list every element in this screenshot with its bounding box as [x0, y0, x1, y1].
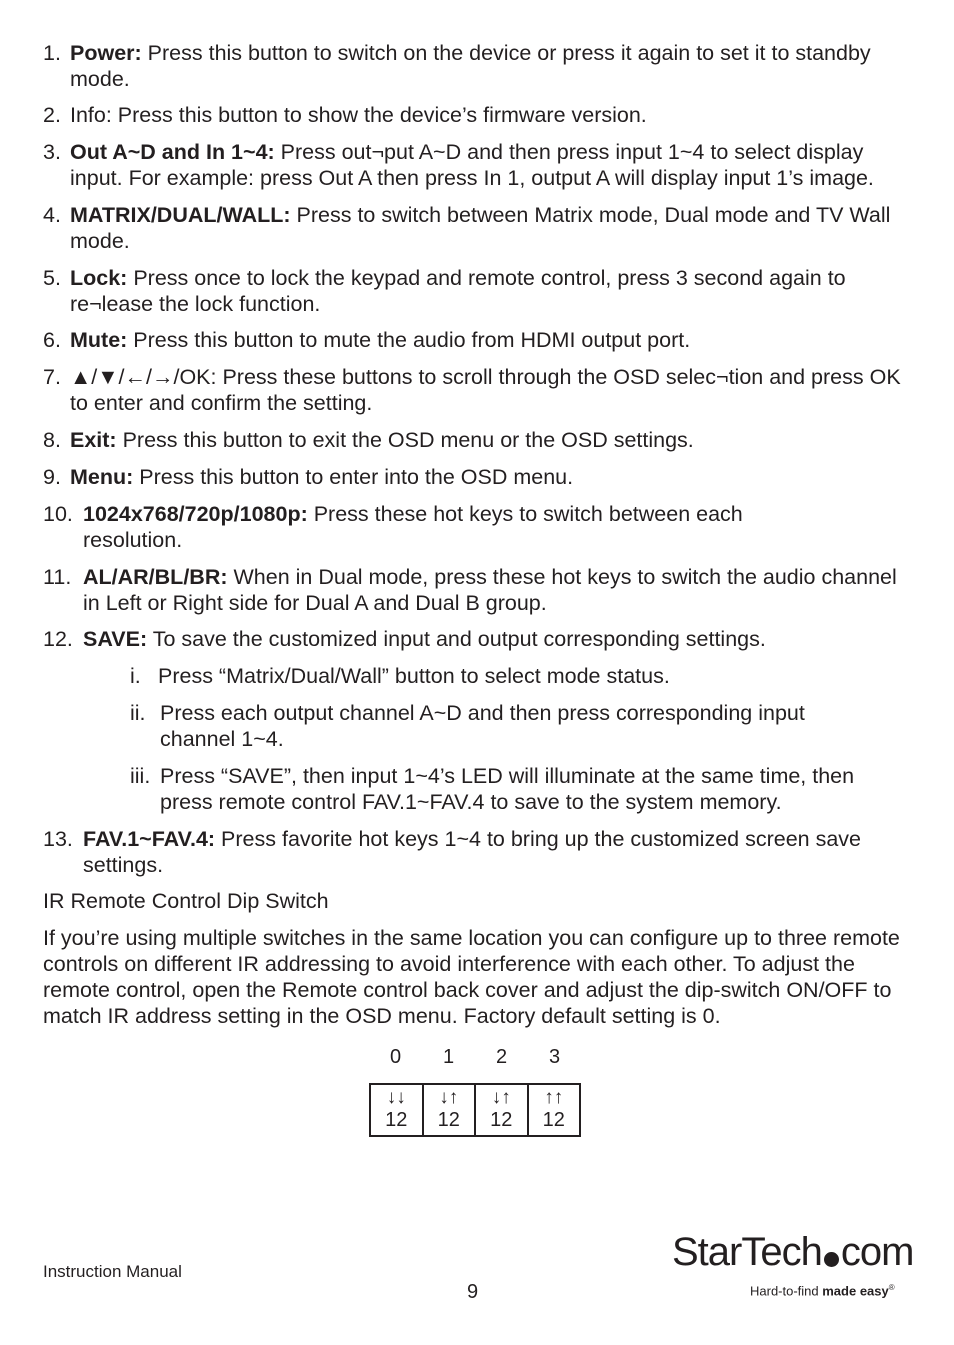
tagline-bold: made easy: [822, 1283, 889, 1299]
item-number: 8.: [43, 428, 61, 452]
sub-item: [130, 663, 830, 689]
list-item-matrix-dual-wall: [43, 202, 918, 254]
dip-switch-table: [369, 1083, 581, 1137]
dip-label: 3: [548, 1046, 561, 1068]
footer-manual-label: Instruction Manual: [43, 1262, 182, 1281]
logo-text-left: StarTech: [672, 1230, 822, 1274]
item-text: Press out¬put A~D and then press input 1~4 to select display input. For example: press Out A then press In 1, output A will display input 1’s image.: [70, 140, 874, 190]
item-text: Press these hot keys to switch between each resolution.: [83, 502, 743, 552]
item-number: 4.: [43, 203, 61, 227]
list-item-lock: [43, 265, 918, 317]
tagline: [750, 1283, 895, 1298]
item-label: MATRIX/DUAL/WALL:: [70, 203, 291, 227]
dip-switch-numbers: 12: [385, 1109, 408, 1131]
item-number: 1.: [43, 41, 61, 65]
sub-item: [130, 763, 890, 815]
item-number: 11.: [43, 565, 72, 589]
item-text: To save the customized input and output corresponding settings.: [147, 627, 766, 651]
item-number: 3.: [43, 140, 61, 164]
dip-cell: [529, 1085, 580, 1135]
item-number: 10.: [43, 502, 73, 526]
item-number: 7.: [43, 365, 61, 389]
sub-item: [130, 700, 850, 752]
item-text: Press once to lock the keypad and remote control, press 3 second again to re¬lease the lock function.: [70, 266, 846, 316]
list-item-navigation: [43, 364, 918, 416]
list-item-resolution: [43, 501, 918, 553]
list-item-save: [43, 626, 918, 652]
list-item-power: [43, 40, 918, 92]
item-label: 1024x768/720p/1080p:: [83, 502, 308, 526]
list-item-mute: [43, 327, 918, 353]
dip-cell: [371, 1085, 424, 1135]
logo-text-right: com: [840, 1230, 914, 1274]
item-number: 9.: [43, 465, 61, 489]
item-number: 13.: [43, 827, 73, 851]
item-text: Press to switch between Matrix mode, Dual mode and TV Wall mode.: [70, 203, 891, 253]
list-item-favorites: [43, 826, 918, 878]
item-label: SAVE:: [83, 627, 148, 651]
item-number: 2.: [43, 103, 61, 127]
sub-item-text: Press each output channel A~D and then press corresponding input channel 1~4.: [160, 701, 805, 751]
item-text: Press this button to mute the audio from HDMI output port.: [127, 328, 691, 352]
dip-label: 2: [495, 1046, 508, 1068]
item-text: ▲/▼/←/→/OK: Press these buttons to scroll through the OSD selec¬tion and press OK to enter and confirm the setting.: [70, 365, 901, 415]
item-text: When in Dual mode, press these hot keys to switch the audio channel in Left or Right side for Dual A and Dual B group.: [83, 565, 897, 615]
dip-arrows-icon: ↓↑: [439, 1087, 459, 1108]
item-text: Press this button to switch on the device or press it again to set it to standby mode.: [70, 41, 871, 91]
dip-arrows-icon: ↓↓: [386, 1087, 406, 1108]
sub-item-number: i.: [130, 664, 141, 688]
item-number: 5.: [43, 266, 61, 290]
list-item-menu: [43, 464, 918, 490]
item-text: Press this button to enter into the OSD menu.: [133, 465, 574, 489]
dip-cell: [476, 1085, 529, 1135]
tagline-plain: Hard-to-find: [750, 1283, 823, 1299]
startech-logo: [672, 1230, 913, 1275]
logo-dot-icon: [824, 1252, 839, 1267]
list-item-exit: [43, 427, 918, 453]
item-label: Menu:: [70, 465, 134, 489]
list-item-audio-channel: [43, 564, 918, 616]
dip-label: 0: [389, 1046, 402, 1068]
page-number: 9: [467, 1281, 479, 1303]
dip-cell: [424, 1085, 477, 1135]
sub-item-number: ii.: [130, 701, 146, 725]
list-item-info: [43, 102, 918, 128]
dip-switch-numbers: 12: [490, 1109, 513, 1131]
item-label: Out A~D and In 1~4:: [70, 140, 275, 164]
sub-item-text: Press “Matrix/Dual/Wall” button to select mode status.: [158, 664, 670, 688]
item-text: Press favorite hot keys 1~4 to bring up the customized screen save settings.: [83, 827, 862, 877]
item-number: 6.: [43, 328, 61, 352]
item-number: 12.: [43, 627, 73, 651]
section-heading: IR Remote Control Dip Switch: [43, 889, 329, 913]
dip-arrows-icon: ↓↑: [491, 1087, 511, 1108]
item-label: AL/AR/BL/BR:: [83, 565, 228, 589]
item-label: Mute:: [70, 328, 128, 352]
dip-switch-numbers: 12: [542, 1109, 565, 1131]
dip-label: 1: [442, 1046, 455, 1068]
item-label: FAV.1~FAV.4:: [83, 827, 216, 851]
item-label: Power:: [70, 41, 142, 65]
item-label: Exit:: [70, 428, 117, 452]
item-label: Lock:: [70, 266, 128, 290]
ir-paragraph: If you’re using multiple switches in the same location you can configure up to three remote controls on different IR addressing to avoid interference with each other. To adjust the remote control, open the Remote control back cover and adjust the dip-switch ON/OFF to match IR address setting in the OSD menu. Factory default setting is 0.: [43, 926, 900, 1028]
sub-item-text: Press “SAVE”, then input 1~4’s LED will illuminate at the same time, then press remote control FAV.1~FAV.4 to save to the system memory.: [160, 764, 855, 814]
dip-arrows-icon: ↑↑: [544, 1087, 564, 1108]
item-text: Info: Press this button to show the device’s firmware version.: [70, 103, 647, 127]
item-text: Press this button to exit the OSD menu or the OSD settings.: [116, 428, 694, 452]
dip-switch-labels: [369, 1046, 581, 1072]
list-item-out-in: [43, 139, 918, 191]
sub-item-number: iii.: [130, 764, 151, 788]
registered-mark: ®: [888, 1283, 895, 1292]
dip-switch-numbers: 12: [437, 1109, 460, 1131]
